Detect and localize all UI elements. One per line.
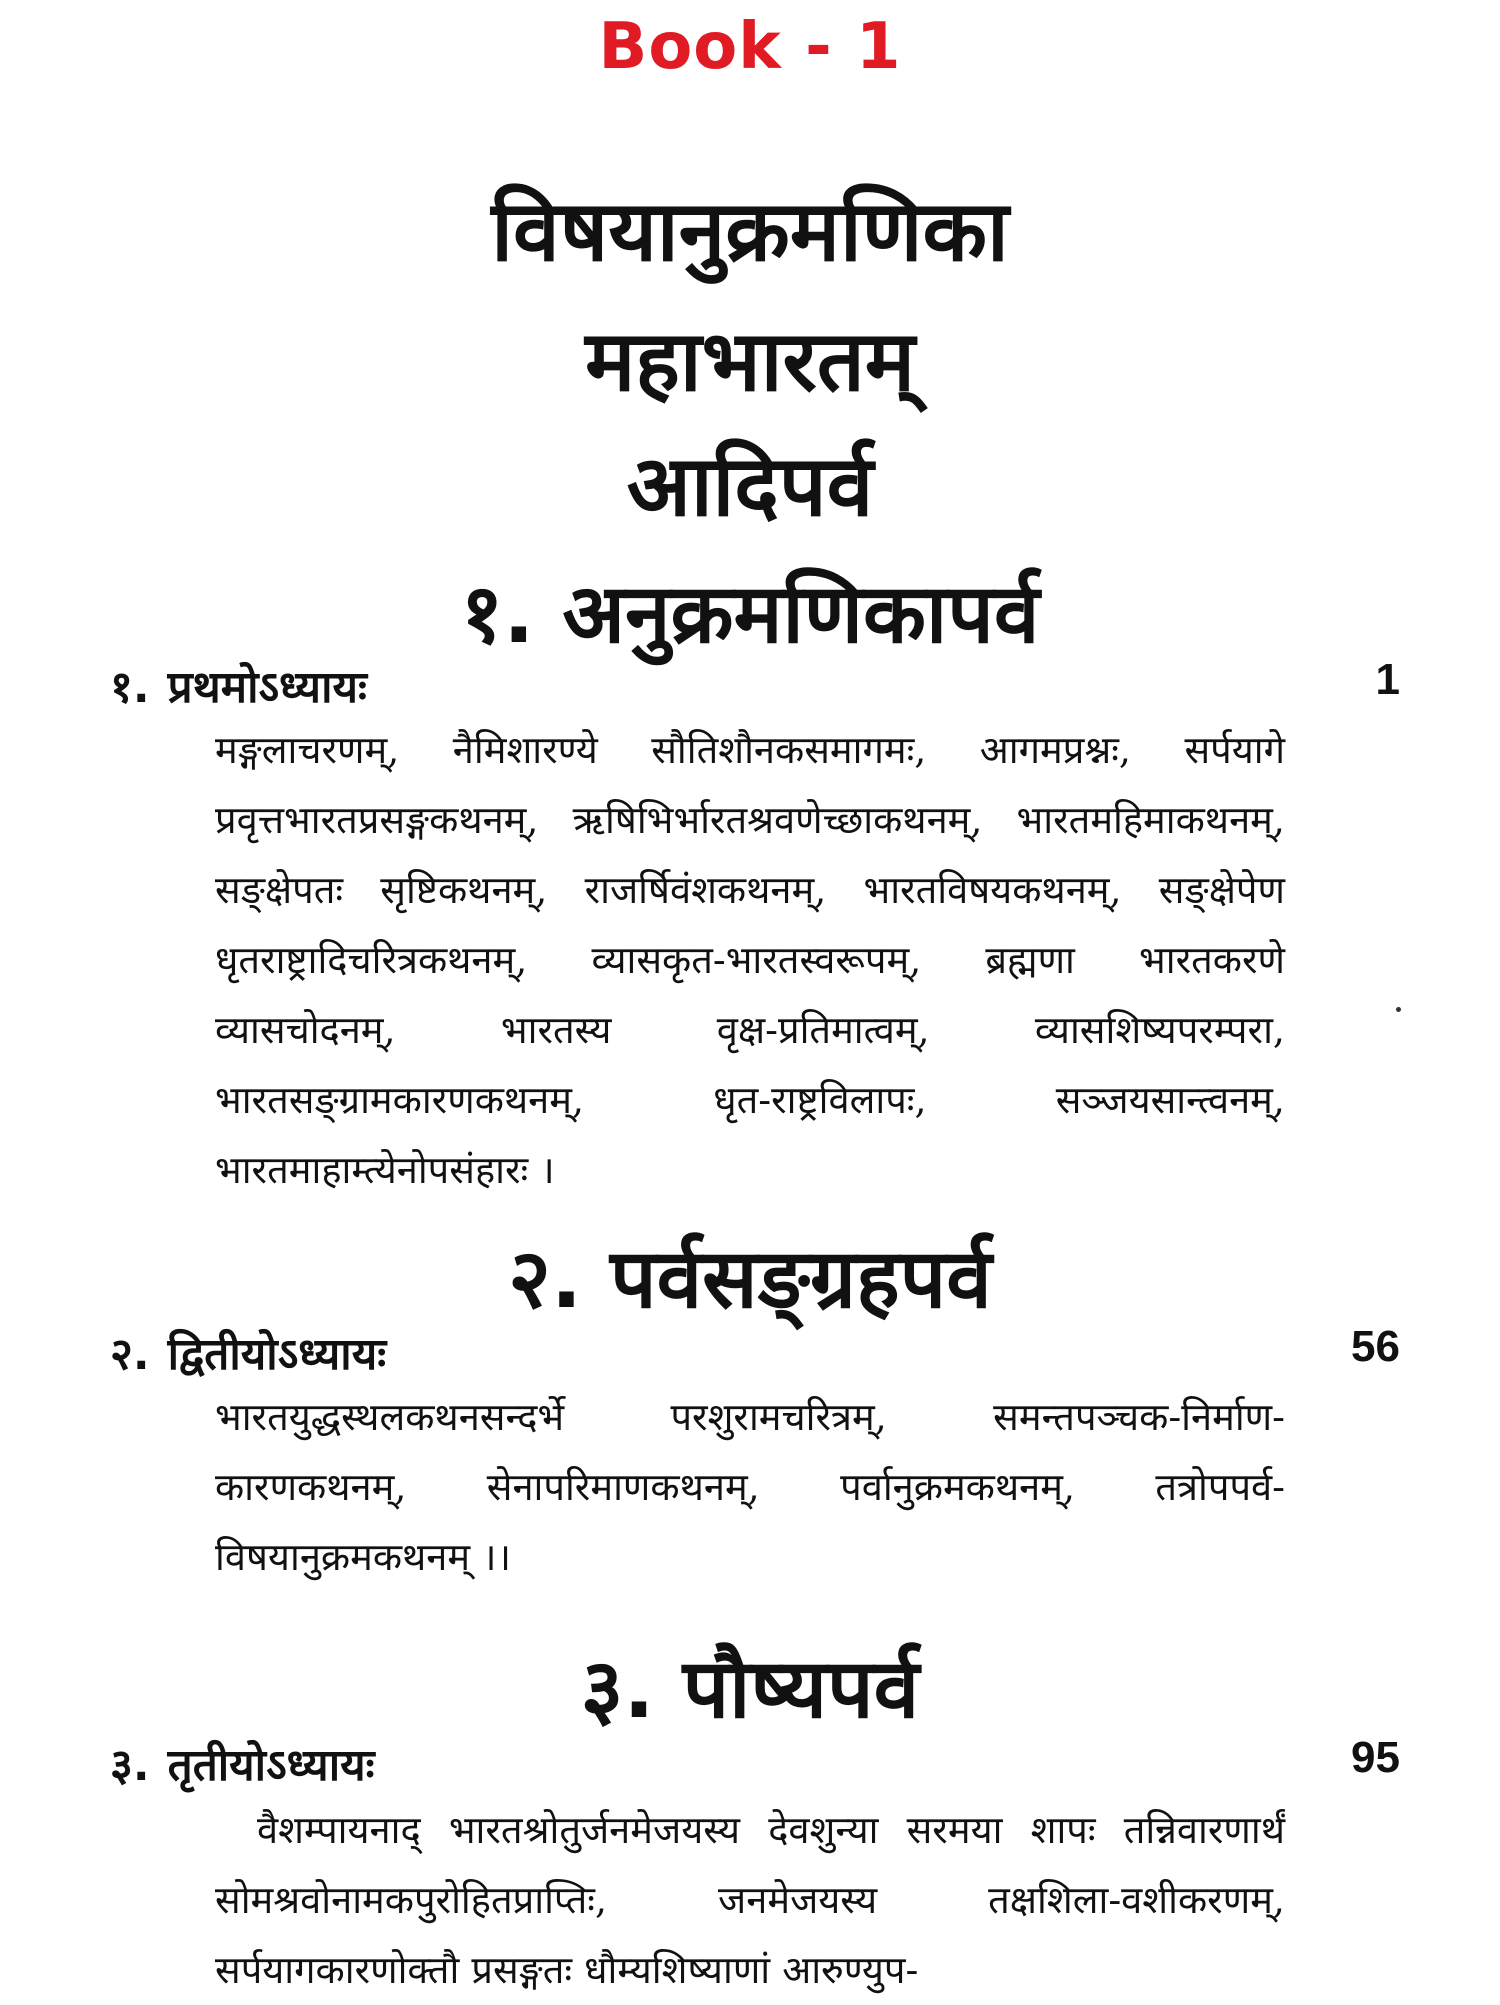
print-speck	[1396, 1007, 1401, 1012]
epic-title: महाभारतम्	[585, 312, 915, 410]
chapter-page-number: 56	[1351, 1322, 1400, 1371]
chapter-summary-3: वैशम्पायनाद् भारतश्रोतुर्जनमेजयस्य देवशुन्या सरमया शापः तन्निवारणार्थं सोमश्रवोनामकपुरोहितप्राप्तिः, जनमेजयस्य तक्षशिला-वशीकरणम्, सर्पयागकारणोक्तौ प्रसङ्गतः धौम्यशिष्याणां आरुण्युप-	[215, 1808, 1285, 1992]
section-heading-1	[0, 555, 1500, 667]
section-number: १.	[460, 567, 535, 662]
section-title: पर्वसङ्ग्रहपर्व	[610, 1232, 992, 1327]
section-number: ३.	[580, 1642, 655, 1737]
section-number: २.	[508, 1232, 582, 1327]
chapter-title: तृतीयोऽध्यायः	[167, 1740, 375, 1791]
section-heading-2	[0, 1220, 1500, 1332]
book-label: Book - 1	[598, 10, 902, 84]
chapter-page-number: 95	[1351, 1733, 1400, 1782]
section-title: पौष्यपर्व	[682, 1642, 920, 1737]
parva-title: आदिपर्व	[626, 437, 874, 535]
chapter-summary-2: भारतयुद्धस्थलकथनसन्दर्भे परशुरामचरित्रम्, समन्तपञ्चक-निर्माण-कारणकथनम्, सेनापरिमाणकथनम्, पर्वानुक्रमकथनम्, तत्रोपपर्व-विषयानुक्रमकथनम् ।।	[215, 1395, 1285, 1579]
chapter-number: ३.	[110, 1740, 150, 1791]
section-heading-3	[0, 1630, 1500, 1742]
chapter-number: १.	[110, 662, 150, 713]
chapter-title: द्वितीयोऽध्यायः	[167, 1329, 387, 1380]
section-title: अनुक्रमणिकापर्व	[562, 567, 1040, 662]
chapter-number: २.	[110, 1329, 150, 1380]
chapter-entry-3[interactable]	[110, 1733, 1400, 1793]
index-title: विषयानुक्रमणिका	[491, 182, 1009, 280]
chapter-entry-2[interactable]	[110, 1322, 1400, 1382]
chapter-title: प्रथमोऽध्यायः	[167, 662, 367, 713]
chapter-summary-1: मङ्गलाचरणम्, नैमिशारण्ये सौतिशौनकसमागमः, आगमप्रश्नः, सर्पयागे प्रवृत्तभारतप्रसङ्गकथनम्, ऋषिभिर्भारतश्रवणेच्छाकथनम्, भारतमहिमाकथनम्, सङ्क्षेपतः सृष्टिकथनम्, राजर्षिवंशकथनम्, भारतविषयकथनम्, सङ्क्षेपेण धृतराष्ट्रादिचरित्रकथनम्, व्यासकृत-भारतस्वरूपम्, ब्रह्मणा भारतकरणे व्यासचोदनम्, भारतस्य वृक्ष-प्रतिमात्वम्, व्यासशिष्यपरम्परा, भारतसङ्ग्रामकारणकथनम्, धृत-राष्ट्रविलापः, सञ्जयसान्त्वनम्, भारतमाहाम्त्येनोपसंहारः ।	[215, 728, 1285, 1192]
chapter-page-number: 1	[1375, 655, 1400, 704]
chapter-entry-1[interactable]	[110, 655, 1400, 715]
